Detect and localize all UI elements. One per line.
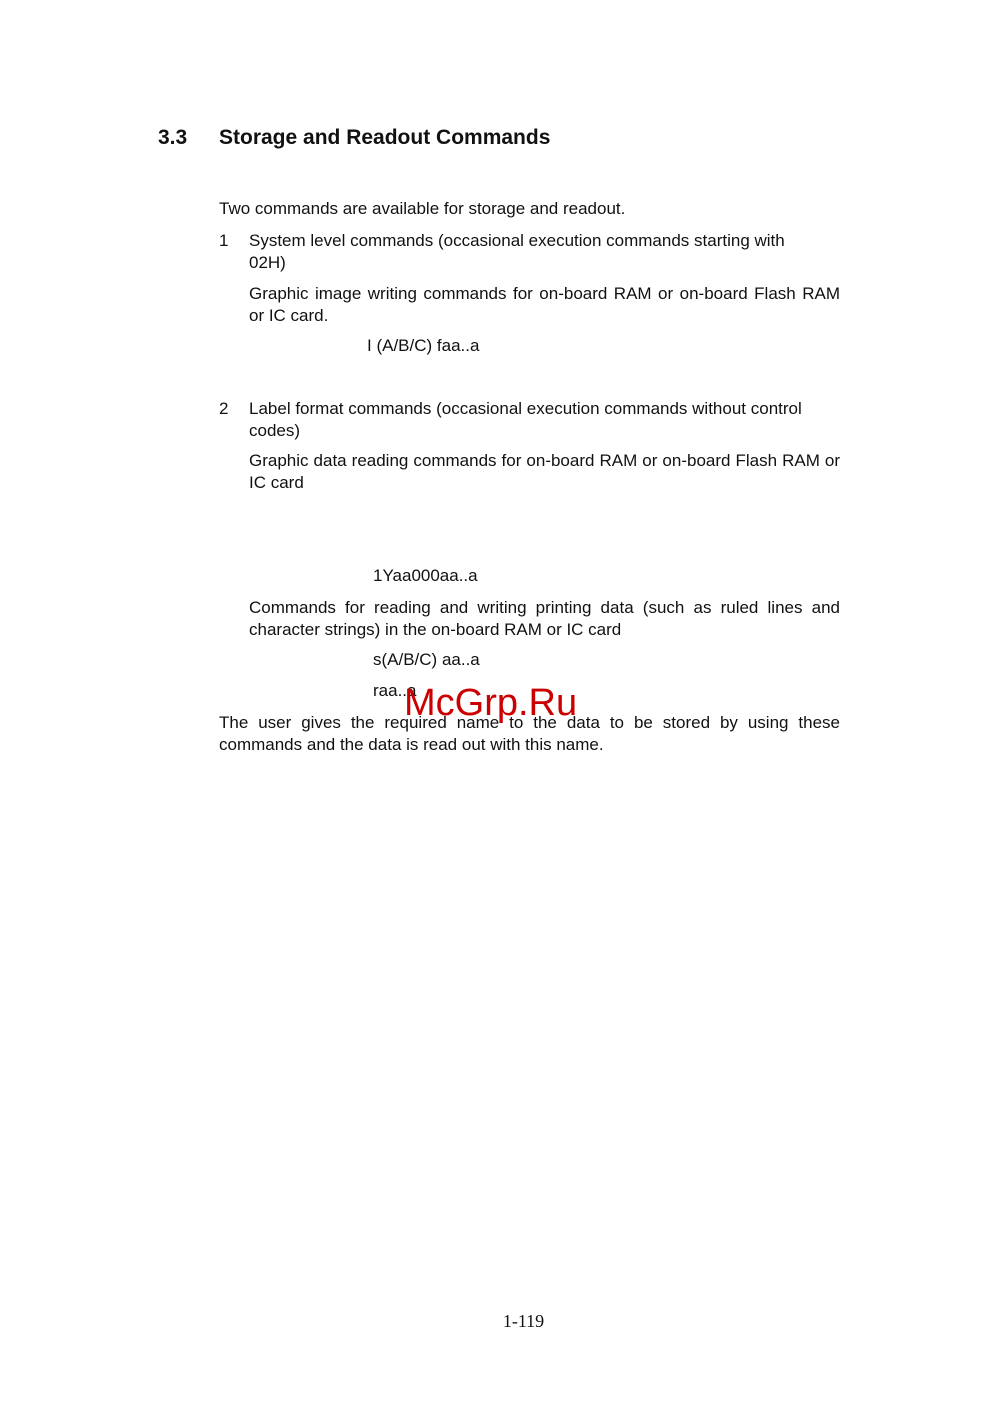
item-2-number: 2 bbox=[219, 399, 229, 418]
item-2-description-2: Commands for reading and writing printing data (such as ruled lines and character strings) in the on-board RAM or IC card bbox=[249, 598, 840, 639]
watermark-logo: McGrp.Ru bbox=[404, 682, 578, 724]
section-number: 3.3 bbox=[158, 126, 188, 149]
closing-paragraph: The user gives the required name to the data to be stored by using these commands and the data is read out with this name. bbox=[219, 713, 840, 754]
item-1-title: System level commands (occasional execution commands starting with 02H) bbox=[249, 231, 785, 272]
intro-paragraph: Two commands are available for storage and readout. bbox=[219, 199, 626, 218]
item-2-command: 1Yaa000aa..a bbox=[373, 566, 478, 585]
item-2-description: Graphic data reading commands for on-board RAM or on-board Flash RAM or IC card bbox=[249, 451, 840, 492]
item-1-number: 1 bbox=[219, 231, 229, 250]
item-2-command-3: raa..a bbox=[373, 681, 417, 700]
section-heading bbox=[158, 126, 550, 150]
page-number: 1-119 bbox=[502, 1311, 545, 1331]
item-2-command-2: s(A/B/C) aa..a bbox=[373, 650, 480, 669]
section-title: Storage and Readout Commands bbox=[219, 126, 551, 149]
item-2-title: Label format commands (occasional execution commands without control codes) bbox=[249, 399, 802, 440]
item-1-description: Graphic image writing commands for on-board RAM or on-board Flash RAM or IC card. bbox=[249, 284, 840, 325]
item-1-command: I (A/B/C) faa..a bbox=[367, 336, 480, 355]
